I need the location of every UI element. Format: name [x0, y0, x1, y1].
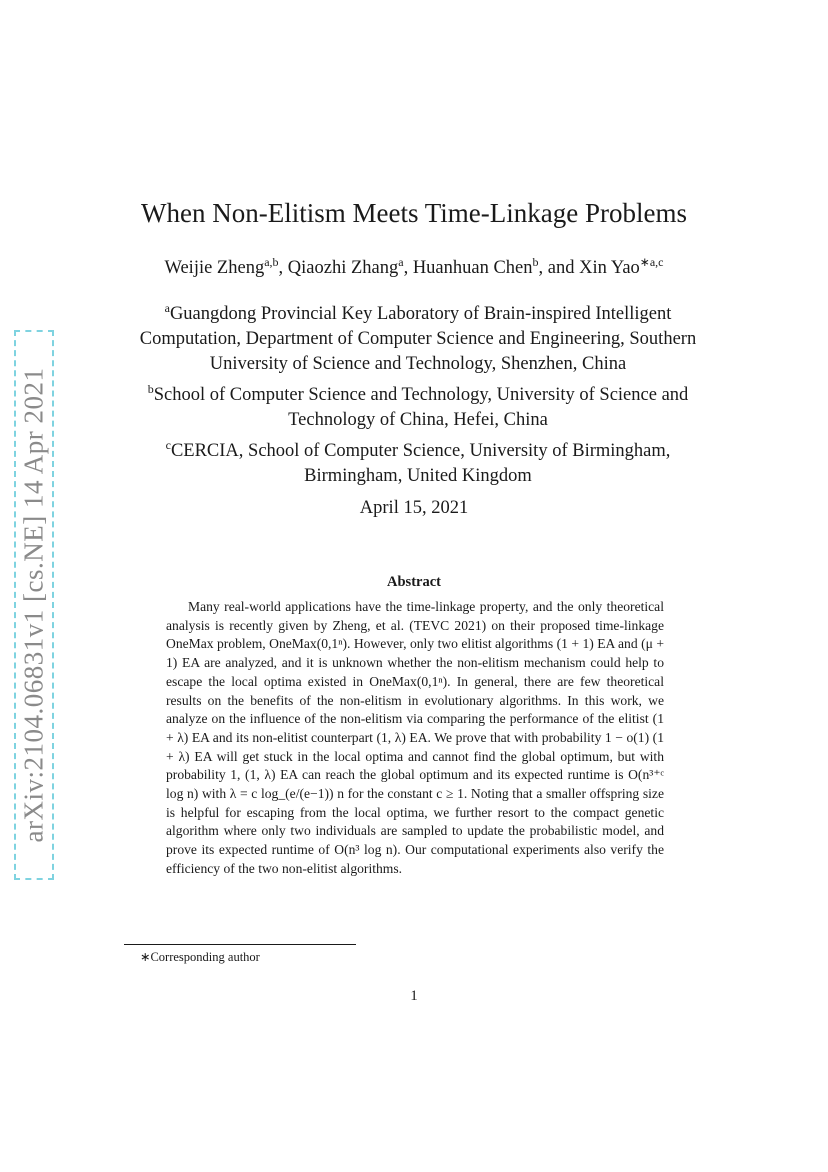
author: Weijie Zheng$^{a,b}$,: [164, 255, 288, 279]
affiliation: $^a$Guangdong Provincial Key Laboratory of Brain-inspired Intelligent Computation, Department of Computer Science and Engineering, Southern University of Science and Technology, Shenzhen, China: [139, 301, 697, 375]
author: Xin Yao$^{∗a,c}$: [579, 255, 664, 279]
publication-date: April 15, 2021: [359, 498, 469, 518]
affiliations: [118, 296, 718, 489]
page-number: 1: [410, 988, 418, 1004]
footnote-divider: [124, 944, 356, 945]
abstract-text: Many real-world applications have the time-linkage property, and the only theoretical analysis is recently given by Zheng, et al. (TEVC 2021) on their proposed time-linkage OneMax problem, OneMax(0,1ⁿ). However, only two elitist algorithms (1 + 1) EA and (μ + 1) EA are analyzed, and it is unknown whether the non-elitism mechanism could help to escape the local optima existed in OneMax(0,1ⁿ). In general, there are few theoretical results on the benefits of the non-elitism in evolutionary algorithms. In this work, we analyze on the influence of the non-elitism via comparing the performance of the elitist (1 + λ) EA and its non-elitist counterpart (1, λ) EA. We prove that with probability 1 − o(1) (1 + λ) EA will get stuck in the local optima and cannot find the global optimum, but with probability 1, (1, λ) EA can reach the global optimum and its expected runtime is O(n³⁺ᶜ log n) with λ = c log_(e/(e−1)) n for the constant c ≥ 1. Noting that a smaller offspring size is helpful for escaping from the local optima, we further resort to the compact genetic algorithm where only two individuals are sampled to update the probabilistic model, and prove its expected runtime of O(n³ log n). Our computational experiments also verify the efficiency of the two non-elitist algorithms.: [166, 599, 664, 876]
affiliation: $^c$CERCIA, School of Computer Science, University of Birmingham, Birmingham, United Kingdom: [165, 438, 671, 487]
paper-title: When Non-Elitism Meets Time-Linkage Problems: [141, 198, 687, 228]
affiliation: $^b$School of Computer Science and Technology, University of Science and Technology of China, Hefei, China: [147, 382, 689, 431]
author: Qiaozhi Zhang$^a$,: [287, 255, 413, 279]
footnote: ∗Corresponding author: [140, 950, 260, 964]
arxiv-id: arXiv:2104.06831v1 [cs.NE] 14 Apr 2021: [18, 367, 49, 843]
author-list: [0, 255, 828, 279]
author: Huanhuan Chen$^b$, and: [412, 255, 580, 279]
arxiv-stamp: [14, 330, 54, 880]
abstract-heading: Abstract: [387, 574, 441, 590]
